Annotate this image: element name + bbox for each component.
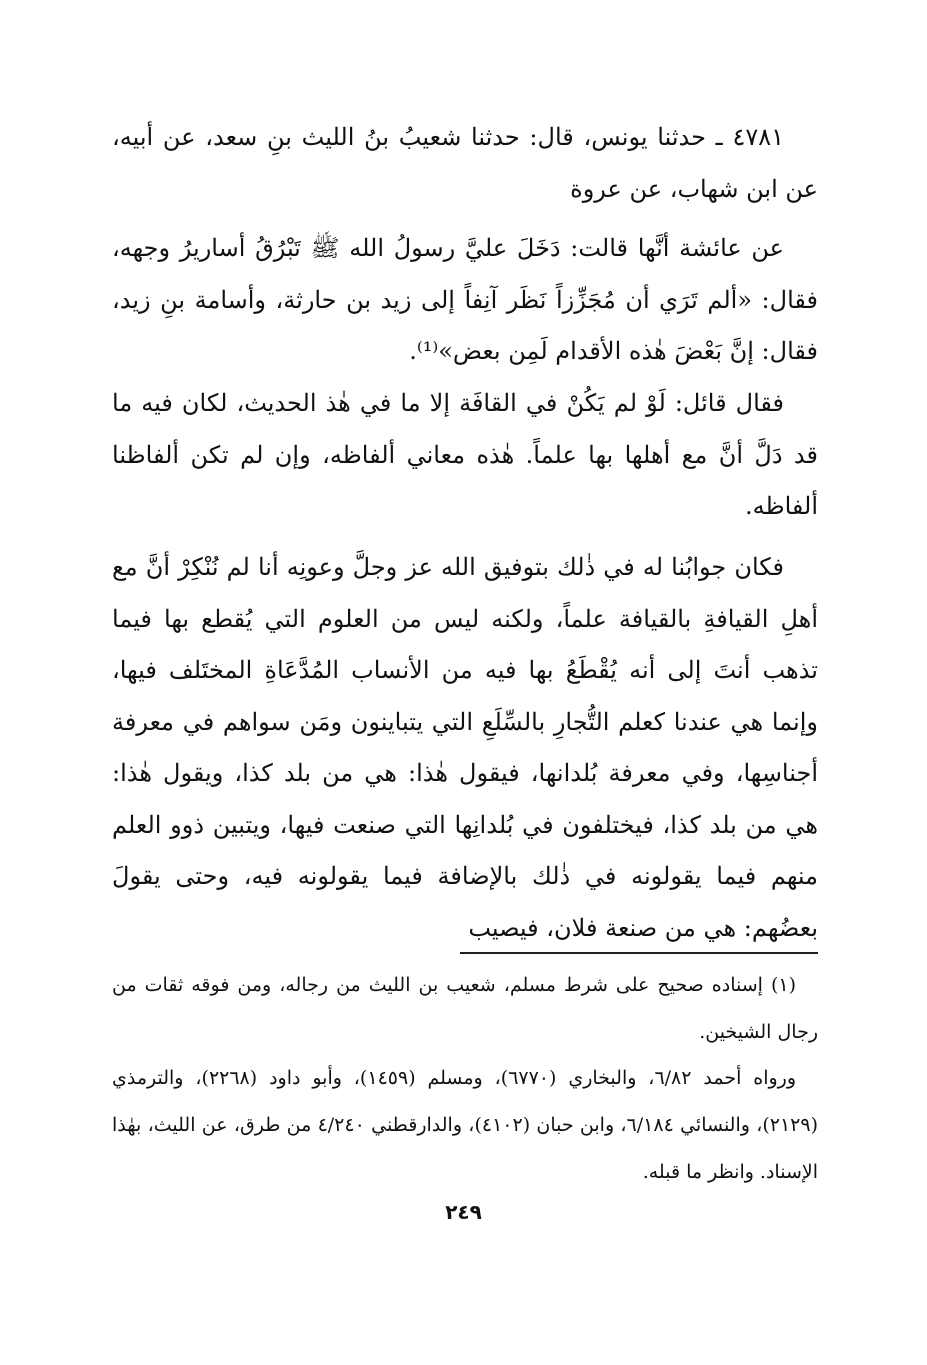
hadith-isnad-text: ٤٧٨١ ـ حدثنا يونس، قال: حدثنا شعيبُ بنُ الليث بنِ سعد، عن أبيه، عن ابن شهاب، عن عروة [112, 123, 818, 203]
footnote-1-sources-text: ورواه أحمد ٦/٨٢، والبخاري (٦٧٧٠)، ومسلم (١٤٥٩)، وأبو داود (٢٢٦٨)، والترمذي (٢١٢٩)، والنسائي ٦/١٨٤، وابن حبان (٤١٠٢)، والدارقطني ٤/٢٤٠ من طرق، عن الليث، بهٰذا الإسناد. وانظر ما قبله. [112, 1067, 819, 1183]
commentary-question-text: فقال قائل: لَوْ لم يَكُنْ في القافَة إلا ما في هٰذ الحديث، لكان فيه ما قد دَلَّ أنَّ مع أهلها بها علماً. هٰذه معاني ألفاظه، وإن لم تكن ألفاظنا ألفاظه. [112, 389, 818, 520]
commentary-question-paragraph [112, 378, 818, 533]
commentary-answer-text: فكان جوابُنا له في ذٰلك بتوفيق الله عز وجلَّ وعونِه أنا لم نُنْكِرْ أنَّ مع أهلِ القيافةِ بالقيافة علماً، ولكنه ليس من العلوم التي يُقطع بها فيما تذهب أنتَ إلى أنه يُقْطَعُ بها فيه من الأنساب المُدَّعَاةِ المختَلف فيها، وإنما هي عندنا كعلم التُّجارِ بالسِّلَعِ التي يتباينون ومَن سواهم في معرفة أجناسِها، وفي معرفة بُلدانها، فيقول هٰذا: هي من بلد كذا، ويقول هٰذا: هي من بلد كذا، فيختلفون في بُلدانِها التي صنعت فيها، ويتبين ذوو العلم منهم فيما يقولونه في ذٰلك بالإضافة فيما يقولونه فيه، وحتى يقولَ بعضُهم: هي من صنعة فلان، فيصيب [112, 553, 819, 942]
hadith-matn-text: عن عائشة أنَّها قالت: دَخَلَ عليَّ رسولُ الله ﷺ تَبْرُقُ أساريرُ وجهه، فقال: «ألم تَرَي أن مُجَزِّزاً نَظَر آنِفاً إلى زيد بن حارثة، وأسامة بنِ زيد، فقال: إنَّ بَعْضَ هٰذه الأقدام لَمِن بعض»⁽¹⁾. [112, 234, 818, 365]
footnote-1 [112, 962, 818, 1056]
commentary-answer-paragraph [112, 542, 818, 954]
footnote-1-text: (١) إسناده صحيح على شرط مسلم، شعيب بن الليث من رجاله، ومن فوقه ثقات من رجال الشيخين. [112, 974, 818, 1043]
hadith-matn-paragraph [112, 223, 818, 378]
footnote-separator [460, 952, 818, 954]
footnote-1-continued [112, 1055, 818, 1196]
hadith-isnad-paragraph [112, 112, 818, 215]
page-number: ٢٤٩ [445, 1200, 482, 1224]
